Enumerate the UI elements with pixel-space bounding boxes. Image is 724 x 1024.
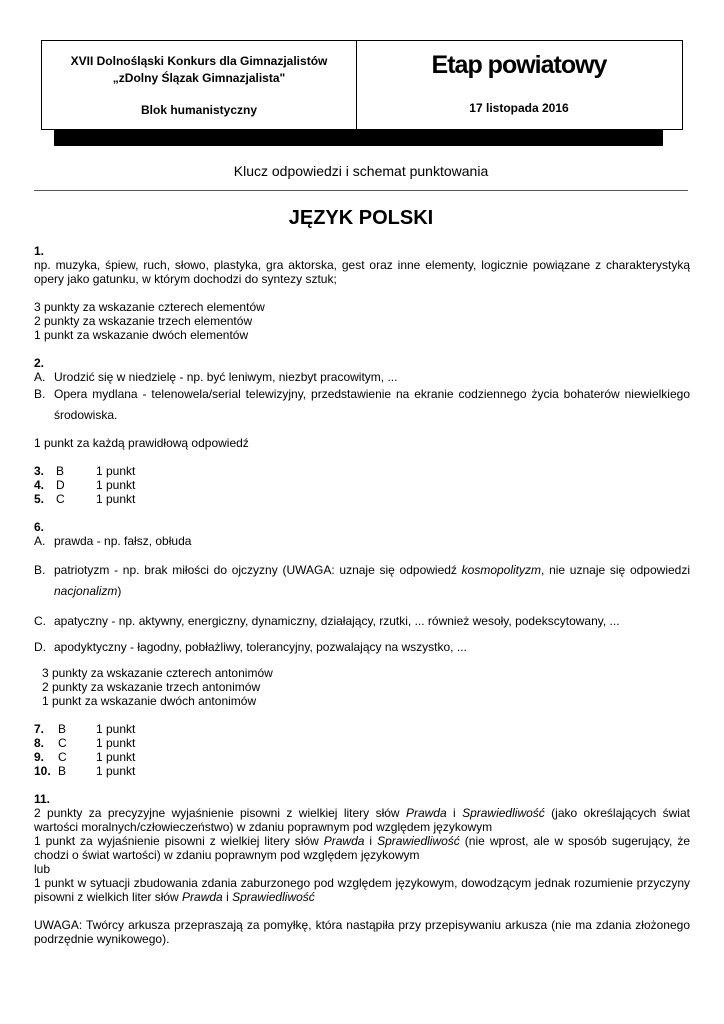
q3-number: 3. <box>34 464 45 478</box>
q6-c-text: apatyczny - np. aktywny, energiczny, dynamiczny, działający, rzutki, ... również wesoły, podekscytowany, ... <box>54 614 620 628</box>
divider <box>34 190 688 191</box>
q6-scoring-3: 1 punkt za wskazanie dwóch antonimów <box>42 694 257 708</box>
q8-number: 8. <box>34 736 45 750</box>
q11-number: 11. <box>34 792 51 806</box>
q11-scoring-2pt: 2 punkty za precyzyjne wyjaśnienie pisowni z wielkiej litery słów Prawda i Sprawiedliwość (jako określających świat wartości moralnych/człowieczeństwo) w zdaniu poprawnym pod względem językowym <box>34 806 690 834</box>
q11-scoring-1pt-b: 1 punkt w sytuacji zbudowania zdania zaburzonego pod względem językowym, dowodzącym jednak rozumienie przyczyny pisowni z wielkich liter słów Prawda i Sprawiedliwość <box>34 876 690 904</box>
q2-b-letter: B. <box>34 387 46 401</box>
q1-scoring-2: 2 punkty za wskazanie trzech elementów <box>34 314 253 328</box>
q3-row <box>34 464 690 478</box>
q10-answer: B <box>58 764 67 778</box>
q6-b-text: patriotyzm - np. brak miłości do ojczyzny (UWAGA: uznaje się odpowiedź kosmopolityzm, nie uznaje się odpowiedzi nacjonalizm) <box>54 563 690 598</box>
q2-answer-a <box>34 370 690 384</box>
q7-row <box>34 722 690 736</box>
q6-c-letter: C. <box>34 614 46 628</box>
q7-answer: B <box>58 722 67 736</box>
q2-number: 2. <box>34 356 45 370</box>
q4-answer: D <box>56 478 65 492</box>
q2-scoring: 1 punkt za każdą prawidłową odpowiedź <box>34 436 249 450</box>
q5-answer: C <box>56 492 65 506</box>
q6-d-letter: D. <box>34 640 46 654</box>
q4-points: 1 punkt <box>96 478 136 492</box>
q9-row <box>34 750 690 764</box>
q11-or: lub <box>34 862 51 876</box>
q7-number: 7. <box>34 722 45 736</box>
q6-answer-c <box>34 614 690 628</box>
exam-date: 17 listopada 2016 <box>469 101 569 115</box>
header-left-cell <box>42 41 357 129</box>
q6-answer-d <box>34 640 690 654</box>
q6-answer-b <box>34 560 690 602</box>
q8-points: 1 punkt <box>96 736 136 750</box>
q3-answer: B <box>56 464 65 478</box>
q6-number: 6. <box>34 520 45 534</box>
q2-a-text: Urodzić się w niedzielę - np. być leniwym, niezbyt pracowitym, ... <box>54 370 398 384</box>
stage-title: Etap powiatowy <box>431 51 607 79</box>
q8-answer: C <box>58 736 67 750</box>
q2-answer-b <box>34 384 690 426</box>
subject-title: JĘZYK POLSKI <box>288 207 434 229</box>
header-black-bar <box>54 130 663 146</box>
q8-row <box>34 736 690 750</box>
q6-answer-a <box>34 534 690 548</box>
q1-number: 1. <box>34 244 45 258</box>
q10-points: 1 punkt <box>96 764 136 778</box>
q4-number: 4. <box>34 478 45 492</box>
block-name: Blok humanistyczny <box>140 103 258 117</box>
q7-points: 1 punkt <box>96 722 136 736</box>
q10-number: 10. <box>34 764 51 778</box>
q5-number: 5. <box>34 492 45 506</box>
q1-scoring-3: 1 punkt za wskazanie dwóch elementów <box>34 328 249 342</box>
q6-a-letter: A. <box>34 534 46 548</box>
q6-scoring-2: 2 punkty za wskazanie trzech antonimów <box>42 680 261 694</box>
header-box <box>41 40 683 130</box>
q10-row <box>34 764 690 778</box>
q11-scoring-1pt-a: 1 punkt za wyjaśnienie pisowni z wielkiej litery słów Prawda i Sprawiedliwość (nie wprost, ale w sposób sugerujący, że chodzi o świat wartości) w zdaniu poprawnym pod względem językowym <box>34 834 690 862</box>
q6-d-text: apodyktyczny - łagodny, pobłażliwy, tolerancyjny, pozwalający na wszystko, ... <box>54 640 467 654</box>
q2-b-text: Opera mydlana - telenowela/serial telewizyjny, przedstawienie na ekranie codziennego życia bohaterów niewielkiego środowiska. <box>54 387 690 422</box>
q9-answer: C <box>58 750 67 764</box>
q9-number: 9. <box>34 750 45 764</box>
q1-answer: np. muzyka, śpiew, ruch, słowo, plastyka, gra aktorska, gest oraz inne elementy, logicznie powiązane z charakterystyką opery jako gatunku, w którym dochodzi do syntezy sztuk; <box>34 258 690 286</box>
q6-b-letter: B. <box>34 563 46 577</box>
q5-row <box>34 492 690 506</box>
answer-key-title: Klucz odpowiedzi i schemat punktowania <box>233 163 489 179</box>
contest-subtitle: „zDolny Ślązak Gimnazjalista" <box>112 71 286 85</box>
q3-points: 1 punkt <box>96 464 136 478</box>
answer-key-content <box>34 244 690 946</box>
header-right-cell <box>356 41 682 129</box>
q6-scoring-1: 3 punkty za wskazanie czterech antonimów <box>42 666 273 680</box>
q4-row <box>34 478 690 492</box>
q9-points: 1 punkt <box>96 750 136 764</box>
q6-a-text: prawda - np. fałsz, obłuda <box>54 534 192 548</box>
contest-name: XVII Dolnośląski Konkurs dla Gimnazjalistów <box>70 54 328 68</box>
q5-points: 1 punkt <box>96 492 136 506</box>
q2-a-letter: A. <box>34 370 46 384</box>
q11-note: UWAGA: Twórcy arkusza przepraszają za pomyłkę, która nastąpiła przy przepisywaniu arkusza (nie ma zdania złożonego podrzędnie wynikowego). <box>34 918 690 946</box>
q1-scoring-1: 3 punkty za wskazanie czterech elementów <box>34 300 265 314</box>
